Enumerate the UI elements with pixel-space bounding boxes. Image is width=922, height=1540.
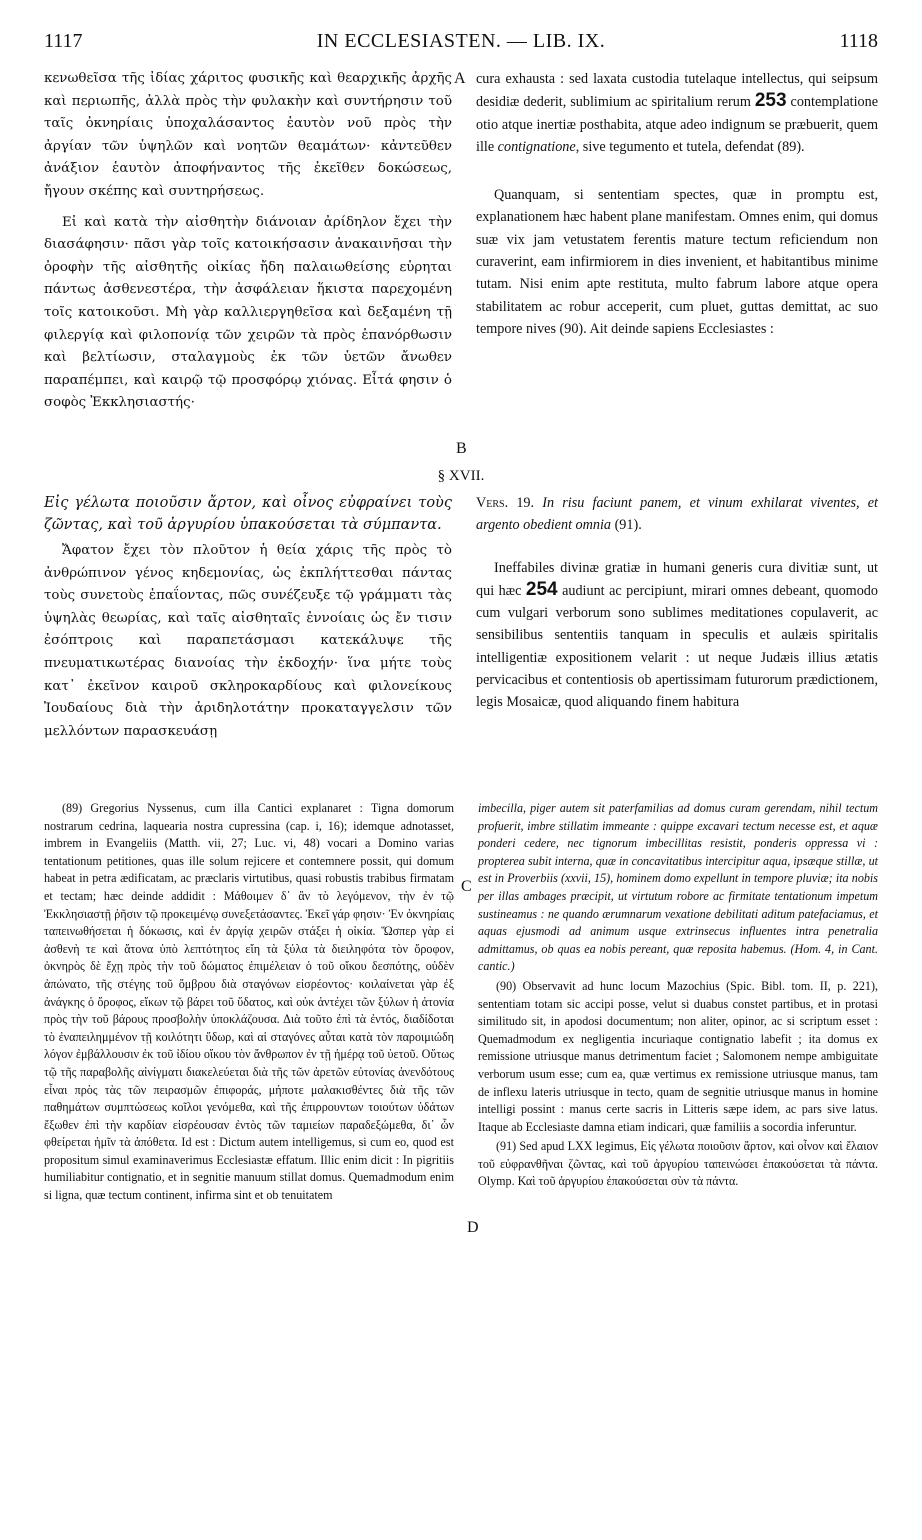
margin-letter-c: C [461,878,472,895]
greek-paragraph: κενωθεῖσα τῆς ἰδίας χάριτος φυσικῆς καὶ θεαρχικῆς ἀρχῆς καὶ περιωπῆς, ἀλλὰ πρὸς τὴν φυλακὴν καὶ συντήρησιν τοῦ ταῖς ὀκνηρίαις ὑποχαλάσαντος ἑαυτὸν νοῦ πρὸς τὴν ἀργίαν τῶν ὑψηλῶν καὶ νοητῶν θεαμάτων· κἀντεῦθεν ἀνάξιον ἑαυτὸν ἀποφήναντος τῆς ἐκεῖθεν δοκώσεως, ἤγουν σκέπης καὶ συντηρήσεως. [44,71,452,199]
latin-verse: Vers. 19. In risu faciunt panem, et vinum exhilarat viventes, et argento obedient omnia (91). [476,495,879,534]
margin-letter-d: D [467,1219,479,1236]
greek-paragraph: Ἄφατον ἔχει τὸν πλοῦτον ἡ θεία χάρις τῆς πρὸς τὸ ἀνθρώπινον γένος κηδεμονίας, ὡς ἐκπλήττεσθαι πάντας τοὺς συνετοὺς ἐπαΐοντας, πῶς συνέζευξε τῷ γράμματι τὰς ὑψηλὰς θεωρίας, καὶ ταῖς αἰσθηταῖς ἐννοίαις ὡς ἔν τισιν ἐσόπτροις καὶ παραπετάσμασι κατεκάλυψε τῆς πνευματικωτέρας διανοίας τὴν ἐκδοχήν· ἵνα μήτε τοὺς κατ᾽ ἐκεῖνον καιροῦ σκληροκαρδίους καὶ φιλονείκους Ἰουδαίους διὰ τὴν ἀριδηλοτάτην προκαταγγελσιν τῶν μελλόντων παρασκευάσῃ [44,543,452,739]
margin-letter-a: A [454,70,466,87]
column-number-254: 254 [525,578,558,600]
latin-paragraph: Ineffabiles divinæ gratiæ in humani generis cura divitiæ sunt, ut qui hæc 254 audiunt ac percipiunt, mirari omnes debeant, quomodo cum vulgari verborum sono sublimes meditationes copulaverit, ac sensibilibus sententiis tanquam in speculis et aulæis spiritalis intelligentiæ expositionem velarit : ut neque Judæis illius ætatis pervicacibus et contentiosis ob apertissimam futurorum prædictionem, legis Mosaicæ, quod aliquando finem habitura [476,559,878,711]
latin-column-verse [476,492,878,714]
greek-paragraph: Εἰ καὶ κατὰ τὴν αἰσθητὴν διάνοιαν ἀρίδηλον ἔχει τὴν διασάφησιν· πᾶσι γὰρ τοῖς κατοικήσασιν ἀνακαινῆσαι τὴν ὀροφὴν τῆς αἰσθητῆς οἰκίας ἤδη παλαιωθείσης εὑρηται πάντως ἀσθενεστέρα, τὴν ἀσφάλειαν ἥκιστα παρεχομένη τοῖς κατοικοῦσι. Μὴ γὰρ καλλιεργηθεῖσα καὶ δεξαμένη τῇ φιλεργίᾳ καὶ φιλοπονίᾳ τῶν χειρῶν τὰ πρὸς ἐπανόρθωσιν καὶ βελτίωσιν, σταλαγμοὺς ἐκ τῶν ὑετῶν ἄνωθεν παραπέμπει, καὶ καιρῷ τῷ προσφόρῳ χιόνας. Εἶτά φησιν ὁ σοφὸς Ἐκκλησιαστής· [44,214,452,411]
footnote-91: (91) Sed apud LXX legimus, Εἰς γέλωτα ποιοῦσιν ἄρτον, καὶ οἶνον καὶ ἔλαιον τοῦ εὐφρανθῆναι ζῶντας, καὶ τοῦ ἀργυρίου ταπεινώσει ἐπακούσεται τὰ πάντα. Olymp. Καὶ τοῦ ἀργυρίου ἐπακούσεται σὺν τὰ πάντα. [478,1139,878,1189]
margin-letter-b: B [456,440,467,457]
footnote-89-continued: imbecilla, piger autem sit paterfamilias ad domus curam gerendam, nihil tectum profuerit, imbre stillatim immeante : quippe excavari tectum necesse est, et aquæ ponderi cedere, nec tignorum imbecillitas resistit, ponderis oppressa vi : propterea subit interna, quæ in concavitatibus intercipitur aqua, ipsæque stillæ, ut est in Proverbiis (xxvii, 15), hominem domo expellunt in tempore pluviæ; ita nobis per illas ambages præcipit, ut virtutum robore ac firmitate tentationum impetum sustineamus : ne quando ærumnarum vexatione debilitati aditum patefaciamus, et aquas ejusmodi ad animum usque extrinsecus influentes intra penetralia admittamus, ob quas ea nobis pereant, quæ reposita habemus. (Hom. 4, in Cant. cantic.) [478,801,878,974]
latin-column-top [476,68,878,340]
verse-label: Vers. 19. [476,495,535,511]
running-title: IN ECCLESIASTEN. — LIB. IX. [316,30,606,52]
latin-paragraph: Quanquam, si sententiam spectes, quæ in promptu est, explanationem hæc habent plane manifestam. Omnes enim, qui domus suæ vix jam vetustatem ferentis mature tectum reficiendum non curaverint, eam infirmiorem in dies invenient, et habitantibus minime tutam. Nisi enim apte restituta, multo fabrum labore atque opera stabilitatem ac robur acceperit, cum pluet, guttas demittat, ac suo tempore nives (90). Ait deinde sapiens Ecclesiastes : [476,187,878,337]
left-page-number: 1117 [44,30,83,52]
greek-verse: Εἰς γέλωτα ποιοῦσιν ἄρτον, καὶ οἶνος εὐφραίνει τοὺς ζῶντας, καὶ τοῦ ἀργυρίου ὑπακούσεται τὰ σύμπαντα. [44,495,452,533]
right-page-number: 1118 [839,30,878,52]
footnote-89: (89) Gregorius Nyssenus, cum illa Cantici explanaret : Tigna domorum nostrarum cedrina, laquearia nostra cupressina (cap. i, 16); idemque adnotasset, imbrem in Evangeliis (Matth. vii, 27; Luc. vi, 48) vocari a Domino varias tentationum petitiones, quas ille solum rejicere et contemnere possit, qui domum habeat in petra ædificatam, ac præclaris virtutibus, quasi robustis trabibus firmatam et tectam; hæc deinde addidit : Μάθοιμεν δ᾽ ἂν τὸ λεγόμενον, τὴν ἐν τῷ Ἐκκλησιαστῇ ῥῆσιν τῷ προκειμένῳ συνεξετάσαντες. Ἐκεῖ γάρ φησιν· Ἐν ὀκνηρίαις ταπεινωθήσεται ἡ δόκωσις, καὶ ἐν ἀργίᾳ χειρῶν στάξει ἡ οἰκία. Ὥσπερ γὰρ εἰ ἀσθενὴ τε καὶ ἄτονα ὑπὸ λεπτότητος εἴη τὰ ξύλα τὰ διειληφότα τὸν ὄροφον, ὀκνηρὸς δὲ ἔχῃ πρὸς τὴν τοῦ δώματος ἐπιμέλειαν ὁ τοῦ οἴκου δεσπότης, οὐδὲν ἀπώνατο, τῆς στέγης τοῦ ὄμβρου διὰ σταγόνων εἰσρέοντος· κοιλαίνεται γὰρ ἐξ ἀνάγκης ὁ ὄροφος, εἴκων τῷ βάρει τοῦ ὕδατος, καὶ οὐκ ἀντέχει τῶν ξύλων ἡ ἀτονία πρὸς τὴν τοῦ βάρους προσβολὴν ὑποκλάζουσα. Διὰ τοῦτο ἐπὶ τὰ ἐντός, διαδίδοται τὸ ἐναπειλημμένον τῇ κοιλότητι ὕδωρ, καὶ αἱ σταγόνες αὗται κατὰ τὸν παροιμιώδη λόγον ἐμβάλλουσιν ἐκ τοῦ ἰδίου οἴκου τὸν ἄνθρωπον ἐν τῇ ἡμέρᾳ τοῦ ὑετοῦ. Οὕτως τῷ τῆς παραβολῆς αἰνίγματι διακελεύεται διὰ τῆς τῶν ἀρετῶν εὐτονίας ἀνενδότους εἶναι πρὸς τὰς τῶν πειρασμῶν ἐπιφοράς, μήποτε μαλακισθέντες διὰ τῆς τῶν παθημάτων συμπτώσεως κοῖλοι γενόμεθα, καὶ τῆς ἐπιρρουντων τοιούτων ὑδάτων ἔξωθεν ἐπὶ τὴν καρδίαν εἰσρέουσαν ἐντὸς τῶν ταμιείων παραδεξώμεθα, δι᾽ ὧν φθείρεται ἡμῖν τὰ ἀπόθετα. Id est : Dictum autem intelligemus, si cum eo, quod est propositum simul examinaverimus Ecclesiastæ effatum. Illic enim dicit : In pigritiis humiliabitur contignatio, et in segnitie manuum stillat domus. Quemadmodum enim si ligna, quæ tectum continent, infirma sint et ob tenuitatem [44,801,454,1203]
greek-column-top [44,68,452,415]
latin-paragraph: cura exhausta : sed laxata custodia tutelaque intellectus, qui seipsum desidiæ dederit, sublimium ac spiritalium rerum 253 contemplatione otio atque inertiæ posthabita, atque adeo indignum se præbuerit, quem ille contignatione, sive tegumento et tutela, defendat (89). [476,71,878,155]
footnotes-right [478,800,878,1191]
greek-column-verse [44,492,452,743]
column-number-253: 253 [754,90,787,112]
footnotes-left [44,800,454,1205]
page-header [0,30,922,64]
section-heading: § XVII. [437,468,485,484]
footnote-90: (90) Observavit ad hunc locum Mazochius (Spic. Bibl. tom. II, p. 221), sententiam totam sic accipi posse, velut si duabus constet partibus, et in protasi similitudo sit, in apodosi documentum; non aliter, opinor, ac si scriptum esset : Quemadmodum ex negligentia incuriaque contignatio labefit ; ita domus ex remissione utriusque manus detrimentum faciet ; Salomonem nempe ambiguitate verborum usum esse; cum ea, quæ vertimus ex remissione utriusque manus, tam de inflexu lateris utriusque in tecto, quam de segnitie utriusque manus in homine intelligi possint : manus certe sacris in Litteris sæpe idem, ac pars sive latus. Itaque ab Ecclesiaste damna etiam indicari, quæ familiis a socordia inferuntur. [478,978,878,1134]
